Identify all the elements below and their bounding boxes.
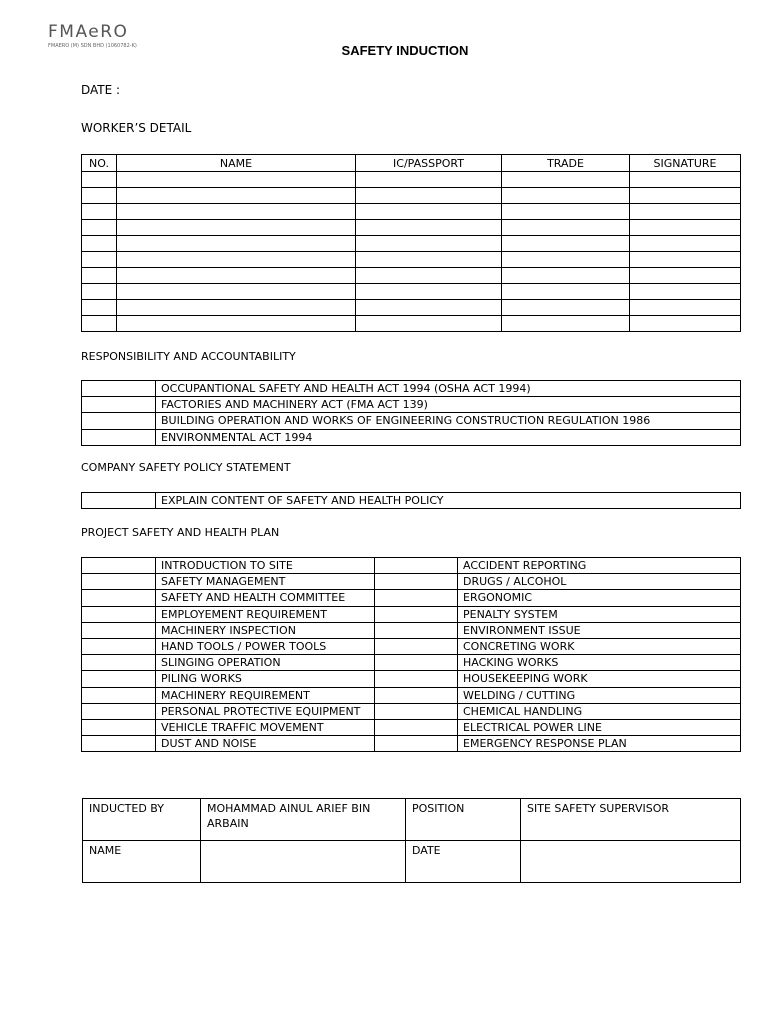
- checkbox-cell-left[interactable]: [82, 736, 156, 752]
- table-row: [83, 841, 741, 883]
- table-row: [82, 188, 741, 204]
- column-header-trade: TRADE: [502, 155, 630, 172]
- trade-cell[interactable]: [502, 300, 630, 316]
- plan-item-right: DRUGS / ALCOHOL: [458, 574, 741, 590]
- plan-item-right: ELECTRICAL POWER LINE: [458, 719, 741, 735]
- plan-item-left: HAND TOOLS / POWER TOOLS: [156, 638, 375, 654]
- date-field[interactable]: [521, 841, 741, 883]
- plan-item-left: INTRODUCTION TO SITE: [156, 558, 375, 574]
- ic-passport-cell[interactable]: [356, 316, 502, 332]
- plan-item-right: ERGONOMIC: [458, 590, 741, 606]
- responsibility-table: [81, 380, 741, 446]
- date-label-signoff: DATE: [406, 841, 521, 883]
- plan-item-left: SAFETY AND HEALTH COMMITTEE: [156, 590, 375, 606]
- ic-passport-cell[interactable]: [356, 172, 502, 188]
- table-row: [82, 204, 741, 220]
- table-row: [82, 413, 741, 429]
- table-row: [82, 736, 741, 752]
- no-cell[interactable]: [82, 188, 117, 204]
- no-cell[interactable]: [82, 252, 117, 268]
- logo-company-registration: FMAERO (M) SDN BHD (1060782-K): [48, 43, 137, 49]
- no-cell[interactable]: [82, 284, 117, 300]
- checkbox-cell[interactable]: [82, 413, 156, 429]
- signature-cell[interactable]: [630, 188, 741, 204]
- name-cell[interactable]: [117, 204, 356, 220]
- checkbox-cell-right[interactable]: [375, 687, 458, 703]
- policy-table: [81, 492, 741, 509]
- plan-table: [81, 557, 741, 752]
- ic-passport-cell[interactable]: [356, 268, 502, 284]
- table-row: [82, 622, 741, 638]
- plan-item-left: MACHINERY REQUIREMENT: [156, 687, 375, 703]
- name-cell[interactable]: [117, 284, 356, 300]
- plan-heading: PROJECT SAFETY AND HEALTH PLAN: [81, 526, 280, 539]
- table-row: [82, 671, 741, 687]
- checkbox-cell-right[interactable]: [375, 638, 458, 654]
- responsibility-item: FACTORIES AND MACHINERY ACT (FMA ACT 139): [156, 397, 741, 413]
- checkbox-cell-left[interactable]: [82, 655, 156, 671]
- trade-cell[interactable]: [502, 252, 630, 268]
- table-row: [82, 638, 741, 654]
- plan-item-left: SLINGING OPERATION: [156, 655, 375, 671]
- signature-cell[interactable]: [630, 236, 741, 252]
- signature-cell[interactable]: [630, 268, 741, 284]
- name-cell[interactable]: [117, 268, 356, 284]
- signature-cell[interactable]: [630, 252, 741, 268]
- table-row: [82, 574, 741, 590]
- name-field[interactable]: [201, 841, 406, 883]
- ic-passport-cell[interactable]: [356, 188, 502, 204]
- plan-item-right: CONCRETING WORK: [458, 638, 741, 654]
- position-value[interactable]: SITE SAFETY SUPERVISOR: [521, 799, 741, 841]
- checkbox-cell-right[interactable]: [375, 671, 458, 687]
- table-row: [82, 397, 741, 413]
- name-cell[interactable]: [117, 220, 356, 236]
- table-row: [82, 316, 741, 332]
- trade-cell[interactable]: [502, 172, 630, 188]
- ic-passport-cell[interactable]: [356, 220, 502, 236]
- table-row: [82, 236, 741, 252]
- plan-item-left: SAFETY MANAGEMENT: [156, 574, 375, 590]
- checkbox-cell-right[interactable]: [375, 590, 458, 606]
- no-cell[interactable]: [82, 236, 117, 252]
- signature-cell[interactable]: [630, 204, 741, 220]
- ic-passport-cell[interactable]: [356, 252, 502, 268]
- checkbox-cell-right[interactable]: [375, 574, 458, 590]
- table-row: [82, 268, 741, 284]
- table-row: [83, 799, 741, 841]
- checkbox-cell-right[interactable]: [375, 655, 458, 671]
- table-row: [82, 590, 741, 606]
- policy-heading: COMPANY SAFETY POLICY STATEMENT: [81, 461, 291, 474]
- name-label: NAME: [83, 841, 201, 883]
- checkbox-cell-left[interactable]: [82, 638, 156, 654]
- no-cell[interactable]: [82, 268, 117, 284]
- table-row: [82, 606, 741, 622]
- trade-cell[interactable]: [502, 268, 630, 284]
- inducted-by-value[interactable]: MOHAMMAD AINUL ARIEF BIN ARBAIN: [201, 799, 406, 841]
- trade-cell[interactable]: [502, 236, 630, 252]
- name-cell[interactable]: [117, 236, 356, 252]
- responsibility-item: ENVIRONMENTAL ACT 1994: [156, 429, 741, 445]
- ic-passport-cell[interactable]: [356, 204, 502, 220]
- checkbox-cell-right[interactable]: [375, 558, 458, 574]
- responsibility-heading: RESPONSIBILITY AND ACCOUNTABILITY: [81, 350, 296, 363]
- table-row: [82, 429, 741, 445]
- signature-cell[interactable]: [630, 172, 741, 188]
- plan-item-left: PERSONAL PROTECTIVE EQUIPMENT: [156, 703, 375, 719]
- column-header-ic-passport: IC/PASSPORT: [356, 155, 502, 172]
- plan-item-left: VEHICLE TRAFFIC MOVEMENT: [156, 719, 375, 735]
- table-row: [82, 719, 741, 735]
- table-row: [82, 703, 741, 719]
- no-cell[interactable]: [82, 316, 117, 332]
- plan-item-right: HOUSEKEEPING WORK: [458, 671, 741, 687]
- column-header-no: NO.: [82, 155, 117, 172]
- plan-item-right: WELDING / CUTTING: [458, 687, 741, 703]
- trade-cell[interactable]: [502, 188, 630, 204]
- ic-passport-cell[interactable]: [356, 284, 502, 300]
- checkbox-cell-right[interactable]: [375, 622, 458, 638]
- plan-item-right: ACCIDENT REPORTING: [458, 558, 741, 574]
- name-cell[interactable]: [117, 316, 356, 332]
- table-row: [82, 655, 741, 671]
- checkbox-cell-left[interactable]: [82, 703, 156, 719]
- checkbox-cell-right[interactable]: [375, 719, 458, 735]
- workers-heading: WORKER’S DETAIL: [81, 121, 192, 135]
- name-cell[interactable]: [117, 300, 356, 316]
- ic-passport-cell[interactable]: [356, 236, 502, 252]
- document-title: SAFETY INDUCTION: [341, 43, 469, 58]
- table-row: [82, 558, 741, 574]
- no-cell[interactable]: [82, 300, 117, 316]
- trade-cell[interactable]: [502, 284, 630, 300]
- date-label: DATE :: [81, 83, 121, 97]
- no-cell[interactable]: [82, 204, 117, 220]
- checkbox-cell-left[interactable]: [82, 558, 156, 574]
- column-header-name: NAME: [117, 155, 356, 172]
- checkbox-cell-left[interactable]: [82, 719, 156, 735]
- logo-wordmark: FMAeRO: [48, 22, 129, 42]
- plan-item-right: CHEMICAL HANDLING: [458, 703, 741, 719]
- name-cell[interactable]: [117, 252, 356, 268]
- plan-item-left: PILING WORKS: [156, 671, 375, 687]
- checkbox-cell-left[interactable]: [82, 606, 156, 622]
- plan-item-right: PENALTY SYSTEM: [458, 606, 741, 622]
- workers-table-header: [82, 155, 741, 172]
- table-row: [82, 172, 741, 188]
- checkbox-cell-right[interactable]: [375, 736, 458, 752]
- signature-cell[interactable]: [630, 220, 741, 236]
- name-cell[interactable]: [117, 188, 356, 204]
- column-header-signature: SIGNATURE: [630, 155, 741, 172]
- no-cell[interactable]: [82, 172, 117, 188]
- signature-cell[interactable]: [630, 300, 741, 316]
- checkbox-cell-left[interactable]: [82, 590, 156, 606]
- table-row: [82, 300, 741, 316]
- checkbox-cell-right[interactable]: [375, 606, 458, 622]
- checkbox-cell-left[interactable]: [82, 671, 156, 687]
- workers-table: [81, 154, 741, 332]
- signature-cell[interactable]: [630, 284, 741, 300]
- plan-item-left: MACHINERY INSPECTION: [156, 622, 375, 638]
- checkbox-cell[interactable]: [82, 397, 156, 413]
- table-row: [82, 284, 741, 300]
- trade-cell[interactable]: [502, 316, 630, 332]
- plan-item-left: EMPLOYEMENT REQUIREMENT: [156, 606, 375, 622]
- checkbox-cell-left[interactable]: [82, 622, 156, 638]
- no-cell[interactable]: [82, 220, 117, 236]
- trade-cell[interactable]: [502, 220, 630, 236]
- name-cell[interactable]: [117, 172, 356, 188]
- plan-item-left: DUST AND NOISE: [156, 736, 375, 752]
- table-row: [82, 381, 741, 397]
- policy-item: EXPLAIN CONTENT OF SAFETY AND HEALTH POLICY: [156, 493, 741, 509]
- trade-cell[interactable]: [502, 204, 630, 220]
- signature-cell[interactable]: [630, 316, 741, 332]
- responsibility-item: BUILDING OPERATION AND WORKS OF ENGINEERING CONSTRUCTION REGULATION 1986: [156, 413, 741, 429]
- checkbox-cell-left[interactable]: [82, 687, 156, 703]
- checkbox-cell[interactable]: [82, 381, 156, 397]
- inducted-by-label: INDUCTED BY: [83, 799, 201, 841]
- table-row: [82, 493, 741, 509]
- position-label: POSITION: [406, 799, 521, 841]
- table-row: [82, 220, 741, 236]
- plan-item-right: ENVIRONMENT ISSUE: [458, 622, 741, 638]
- checkbox-cell-left[interactable]: [82, 574, 156, 590]
- checkbox-cell[interactable]: [82, 493, 156, 509]
- responsibility-item: OCCUPANTIONAL SAFETY AND HEALTH ACT 1994 (OSHA ACT 1994): [156, 381, 741, 397]
- table-row: [82, 687, 741, 703]
- plan-item-right: HACKING WORKS: [458, 655, 741, 671]
- checkbox-cell-right[interactable]: [375, 703, 458, 719]
- signoff-table: [82, 798, 741, 883]
- plan-item-right: EMERGENCY RESPONSE PLAN: [458, 736, 741, 752]
- checkbox-cell[interactable]: [82, 429, 156, 445]
- ic-passport-cell[interactable]: [356, 300, 502, 316]
- table-row: [82, 252, 741, 268]
